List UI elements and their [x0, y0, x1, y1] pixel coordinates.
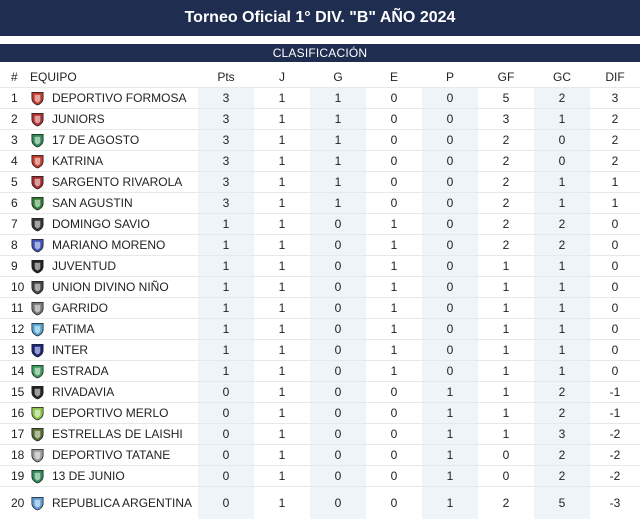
row-dif: 0 — [590, 277, 640, 298]
row-g: 0 — [310, 361, 366, 382]
row-gc: 0 — [534, 151, 590, 172]
row-dif: -2 — [590, 424, 640, 445]
row-position: 8 — [0, 235, 30, 256]
row-pts: 1 — [198, 319, 254, 340]
row-dif: 1 — [590, 193, 640, 214]
row-position: 14 — [0, 361, 30, 382]
row-position: 20 — [0, 487, 30, 519]
table-row — [0, 235, 640, 256]
row-gc: 2 — [534, 445, 590, 466]
row-dif: 0 — [590, 256, 640, 277]
row-e: 0 — [366, 88, 422, 109]
row-p: 1 — [422, 382, 478, 403]
table-row — [0, 109, 640, 130]
row-position: 11 — [0, 298, 30, 319]
row-dif: 0 — [590, 340, 640, 361]
row-pts: 3 — [198, 172, 254, 193]
table-row — [0, 214, 640, 235]
row-gc: 1 — [534, 172, 590, 193]
row-dif: 0 — [590, 319, 640, 340]
row-j: 1 — [254, 109, 310, 130]
row-dif: 0 — [590, 361, 640, 382]
17-de-agosto-crest-icon — [30, 133, 45, 148]
row-e: 1 — [366, 277, 422, 298]
row-dif: -2 — [590, 466, 640, 487]
row-position: 17 — [0, 424, 30, 445]
row-e: 0 — [366, 130, 422, 151]
row-team — [30, 193, 198, 214]
estrada-crest-icon — [30, 364, 45, 379]
table-row — [0, 487, 640, 519]
row-gf: 2 — [478, 235, 534, 256]
standings-table — [0, 66, 640, 519]
row-p: 0 — [422, 235, 478, 256]
row-p: 0 — [422, 256, 478, 277]
row-j: 1 — [254, 361, 310, 382]
table-row — [0, 130, 640, 151]
row-team — [30, 214, 198, 235]
row-j: 1 — [254, 382, 310, 403]
row-gc: 2 — [534, 466, 590, 487]
row-p: 0 — [422, 214, 478, 235]
row-position: 7 — [0, 214, 30, 235]
team-name: REPUBLICA ARGENTINA — [52, 496, 192, 511]
row-p: 0 — [422, 193, 478, 214]
row-e: 1 — [366, 319, 422, 340]
row-pts: 1 — [198, 277, 254, 298]
row-e: 1 — [366, 340, 422, 361]
row-pts: 3 — [198, 130, 254, 151]
header-pos: # — [0, 66, 30, 88]
row-e: 0 — [366, 382, 422, 403]
team-name: 13 DE JUNIO — [52, 469, 125, 484]
row-j: 1 — [254, 424, 310, 445]
row-position: 9 — [0, 256, 30, 277]
row-e: 0 — [366, 445, 422, 466]
row-team — [30, 319, 198, 340]
row-gc: 1 — [534, 256, 590, 277]
row-dif: 3 — [590, 88, 640, 109]
row-g: 0 — [310, 319, 366, 340]
row-p: 1 — [422, 403, 478, 424]
row-pts: 0 — [198, 424, 254, 445]
row-dif: 0 — [590, 235, 640, 256]
row-j: 1 — [254, 340, 310, 361]
row-gc: 1 — [534, 361, 590, 382]
row-g: 1 — [310, 151, 366, 172]
header-gc: GC — [534, 66, 590, 88]
row-p: 0 — [422, 130, 478, 151]
row-pts: 3 — [198, 151, 254, 172]
row-e: 0 — [366, 193, 422, 214]
row-gf: 2 — [478, 214, 534, 235]
row-position: 2 — [0, 109, 30, 130]
row-j: 1 — [254, 235, 310, 256]
row-e: 0 — [366, 466, 422, 487]
row-gc: 2 — [534, 382, 590, 403]
table-row — [0, 340, 640, 361]
sargento-rivarola-crest-icon — [30, 175, 45, 190]
table-row — [0, 298, 640, 319]
team-name: ESTRELLAS DE LAISHI — [52, 427, 183, 442]
table-row — [0, 382, 640, 403]
row-dif: 2 — [590, 130, 640, 151]
row-g: 1 — [310, 193, 366, 214]
row-e: 1 — [366, 256, 422, 277]
row-e: 0 — [366, 487, 422, 519]
estrellas-de-laishi-crest-icon — [30, 427, 45, 442]
row-team — [30, 151, 198, 172]
row-pts: 0 — [198, 445, 254, 466]
row-gf: 2 — [478, 151, 534, 172]
row-g: 0 — [310, 403, 366, 424]
team-name: UNION DIVINO NIÑO — [52, 280, 169, 295]
row-pts: 1 — [198, 256, 254, 277]
row-gc: 3 — [534, 424, 590, 445]
row-team — [30, 277, 198, 298]
deportivo-merlo-crest-icon — [30, 406, 45, 421]
row-pts: 3 — [198, 88, 254, 109]
13-de-junio-crest-icon — [30, 469, 45, 484]
row-p: 0 — [422, 88, 478, 109]
row-team — [30, 361, 198, 382]
row-j: 1 — [254, 487, 310, 519]
row-pts: 0 — [198, 382, 254, 403]
row-gf: 1 — [478, 256, 534, 277]
row-g: 0 — [310, 277, 366, 298]
row-gf: 2 — [478, 172, 534, 193]
formosa-crest-icon — [30, 91, 45, 106]
team-name: SARGENTO RIVAROLA — [52, 175, 182, 190]
page-title: Torneo Oficial 1° DIV. "B" AÑO 2024 — [0, 0, 640, 36]
row-g: 0 — [310, 466, 366, 487]
fatima-crest-icon — [30, 322, 45, 337]
row-gc: 2 — [534, 214, 590, 235]
team-name: JUVENTUD — [52, 259, 116, 274]
juniors-crest-icon — [30, 112, 45, 127]
row-team — [30, 340, 198, 361]
deportivo-tatane-crest-icon — [30, 448, 45, 463]
row-g: 1 — [310, 109, 366, 130]
row-dif: 0 — [590, 298, 640, 319]
row-gc: 1 — [534, 109, 590, 130]
row-team — [30, 445, 198, 466]
row-j: 1 — [254, 130, 310, 151]
team-name: MARIANO MORENO — [52, 238, 165, 253]
san-agustin-crest-icon — [30, 196, 45, 211]
team-name: RIVADAVIA — [52, 385, 114, 400]
row-p: 0 — [422, 340, 478, 361]
table-row — [0, 403, 640, 424]
team-name: DEPORTIVO TATANE — [52, 448, 170, 463]
header-g: G — [310, 66, 366, 88]
row-position: 16 — [0, 403, 30, 424]
row-position: 4 — [0, 151, 30, 172]
table-row — [0, 151, 640, 172]
row-j: 1 — [254, 256, 310, 277]
row-gf: 5 — [478, 88, 534, 109]
domingo-savio-crest-icon — [30, 217, 45, 232]
row-j: 1 — [254, 277, 310, 298]
team-name: DEPORTIVO MERLO — [52, 406, 168, 421]
row-gc: 1 — [534, 319, 590, 340]
row-p: 1 — [422, 487, 478, 519]
team-name: 17 DE AGOSTO — [52, 133, 139, 148]
row-dif: 1 — [590, 172, 640, 193]
row-position: 5 — [0, 172, 30, 193]
row-gf: 2 — [478, 130, 534, 151]
row-j: 1 — [254, 88, 310, 109]
table-row — [0, 256, 640, 277]
team-name: FATIMA — [52, 322, 94, 337]
row-gf: 1 — [478, 340, 534, 361]
header-p: P — [422, 66, 478, 88]
team-name: JUNIORS — [52, 112, 105, 127]
team-name: INTER — [52, 343, 88, 358]
row-e: 0 — [366, 109, 422, 130]
row-dif: 2 — [590, 109, 640, 130]
row-pts: 1 — [198, 235, 254, 256]
row-position: 18 — [0, 445, 30, 466]
row-j: 1 — [254, 193, 310, 214]
row-gf: 1 — [478, 277, 534, 298]
row-gf: 1 — [478, 361, 534, 382]
row-gc: 1 — [534, 193, 590, 214]
header-team: EQUIPO — [30, 66, 198, 88]
row-j: 1 — [254, 466, 310, 487]
row-pts: 1 — [198, 298, 254, 319]
section-subtitle: CLASIFICACIÓN — [0, 44, 640, 62]
mariano-moreno-crest-icon — [30, 238, 45, 253]
row-gf: 2 — [478, 487, 534, 519]
row-j: 1 — [254, 298, 310, 319]
row-p: 0 — [422, 277, 478, 298]
row-team — [30, 256, 198, 277]
row-position: 13 — [0, 340, 30, 361]
row-team — [30, 172, 198, 193]
row-p: 0 — [422, 151, 478, 172]
row-g: 1 — [310, 130, 366, 151]
row-position: 15 — [0, 382, 30, 403]
team-name: DOMINGO SAVIO — [52, 217, 150, 232]
header-gf: GF — [478, 66, 534, 88]
row-gf: 0 — [478, 445, 534, 466]
team-name: SAN AGUSTIN — [52, 196, 133, 211]
row-p: 1 — [422, 445, 478, 466]
header-e: E — [366, 66, 422, 88]
row-gf: 1 — [478, 403, 534, 424]
row-team — [30, 130, 198, 151]
row-e: 0 — [366, 151, 422, 172]
row-pts: 1 — [198, 214, 254, 235]
row-gc: 2 — [534, 235, 590, 256]
row-gf: 3 — [478, 109, 534, 130]
union-divino-nino-crest-icon — [30, 280, 45, 295]
row-g: 0 — [310, 214, 366, 235]
table-row — [0, 193, 640, 214]
row-p: 0 — [422, 172, 478, 193]
row-e: 1 — [366, 361, 422, 382]
row-position: 19 — [0, 466, 30, 487]
row-dif: -2 — [590, 445, 640, 466]
row-position: 12 — [0, 319, 30, 340]
row-team — [30, 109, 198, 130]
row-pts: 3 — [198, 193, 254, 214]
team-name: DEPORTIVO FORMOSA — [52, 91, 186, 106]
row-pts: 0 — [198, 403, 254, 424]
row-team — [30, 487, 198, 519]
row-gf: 1 — [478, 319, 534, 340]
row-p: 0 — [422, 361, 478, 382]
table-header-row — [0, 66, 640, 88]
table-row — [0, 88, 640, 109]
row-position: 3 — [0, 130, 30, 151]
row-gf: 2 — [478, 193, 534, 214]
row-gc: 1 — [534, 298, 590, 319]
row-g: 0 — [310, 340, 366, 361]
team-name: ESTRADA — [52, 364, 109, 379]
row-j: 1 — [254, 445, 310, 466]
team-name: KATRINA — [52, 154, 103, 169]
row-position: 1 — [0, 88, 30, 109]
row-g: 0 — [310, 424, 366, 445]
row-team — [30, 235, 198, 256]
row-j: 1 — [254, 172, 310, 193]
row-gc: 2 — [534, 88, 590, 109]
row-dif: 0 — [590, 214, 640, 235]
row-dif: -3 — [590, 487, 640, 519]
row-g: 0 — [310, 256, 366, 277]
row-dif: -1 — [590, 403, 640, 424]
table-row — [0, 424, 640, 445]
row-position: 10 — [0, 277, 30, 298]
garrido-crest-icon — [30, 301, 45, 316]
header-dif: DIF — [590, 66, 640, 88]
row-gc: 5 — [534, 487, 590, 519]
table-row — [0, 466, 640, 487]
row-g: 1 — [310, 88, 366, 109]
row-j: 1 — [254, 151, 310, 172]
row-p: 0 — [422, 298, 478, 319]
row-team — [30, 424, 198, 445]
header-pts: Pts — [198, 66, 254, 88]
row-team — [30, 88, 198, 109]
row-g: 1 — [310, 172, 366, 193]
row-pts: 1 — [198, 340, 254, 361]
row-j: 1 — [254, 319, 310, 340]
inter-crest-icon — [30, 343, 45, 358]
row-gc: 0 — [534, 130, 590, 151]
row-e: 1 — [366, 235, 422, 256]
row-pts: 3 — [198, 109, 254, 130]
table-row — [0, 319, 640, 340]
row-gf: 1 — [478, 298, 534, 319]
row-position: 6 — [0, 193, 30, 214]
row-p: 0 — [422, 319, 478, 340]
row-g: 0 — [310, 298, 366, 319]
row-j: 1 — [254, 214, 310, 235]
juventud-crest-icon — [30, 259, 45, 274]
table-row — [0, 277, 640, 298]
table-row — [0, 361, 640, 382]
row-e: 1 — [366, 298, 422, 319]
row-gc: 1 — [534, 340, 590, 361]
row-p: 1 — [422, 424, 478, 445]
row-team — [30, 298, 198, 319]
rivadavia-crest-icon — [30, 385, 45, 400]
header-j: J — [254, 66, 310, 88]
row-team — [30, 466, 198, 487]
row-j: 1 — [254, 403, 310, 424]
republica-argentina-crest-icon — [30, 496, 45, 511]
row-g: 0 — [310, 382, 366, 403]
row-g: 0 — [310, 487, 366, 519]
row-pts: 0 — [198, 466, 254, 487]
row-g: 0 — [310, 445, 366, 466]
row-pts: 0 — [198, 487, 254, 519]
row-dif: -1 — [590, 382, 640, 403]
row-team — [30, 382, 198, 403]
row-p: 0 — [422, 109, 478, 130]
row-e: 0 — [366, 403, 422, 424]
row-gf: 1 — [478, 424, 534, 445]
row-gc: 1 — [534, 277, 590, 298]
row-gf: 1 — [478, 382, 534, 403]
row-p: 1 — [422, 466, 478, 487]
row-dif: 2 — [590, 151, 640, 172]
katrina-crest-icon — [30, 154, 45, 169]
team-name: GARRIDO — [52, 301, 108, 316]
row-pts: 1 — [198, 361, 254, 382]
table-row — [0, 445, 640, 466]
row-e: 0 — [366, 172, 422, 193]
row-gc: 2 — [534, 403, 590, 424]
row-g: 0 — [310, 235, 366, 256]
row-e: 0 — [366, 424, 422, 445]
row-team — [30, 403, 198, 424]
table-row — [0, 172, 640, 193]
row-e: 1 — [366, 214, 422, 235]
row-gf: 0 — [478, 466, 534, 487]
